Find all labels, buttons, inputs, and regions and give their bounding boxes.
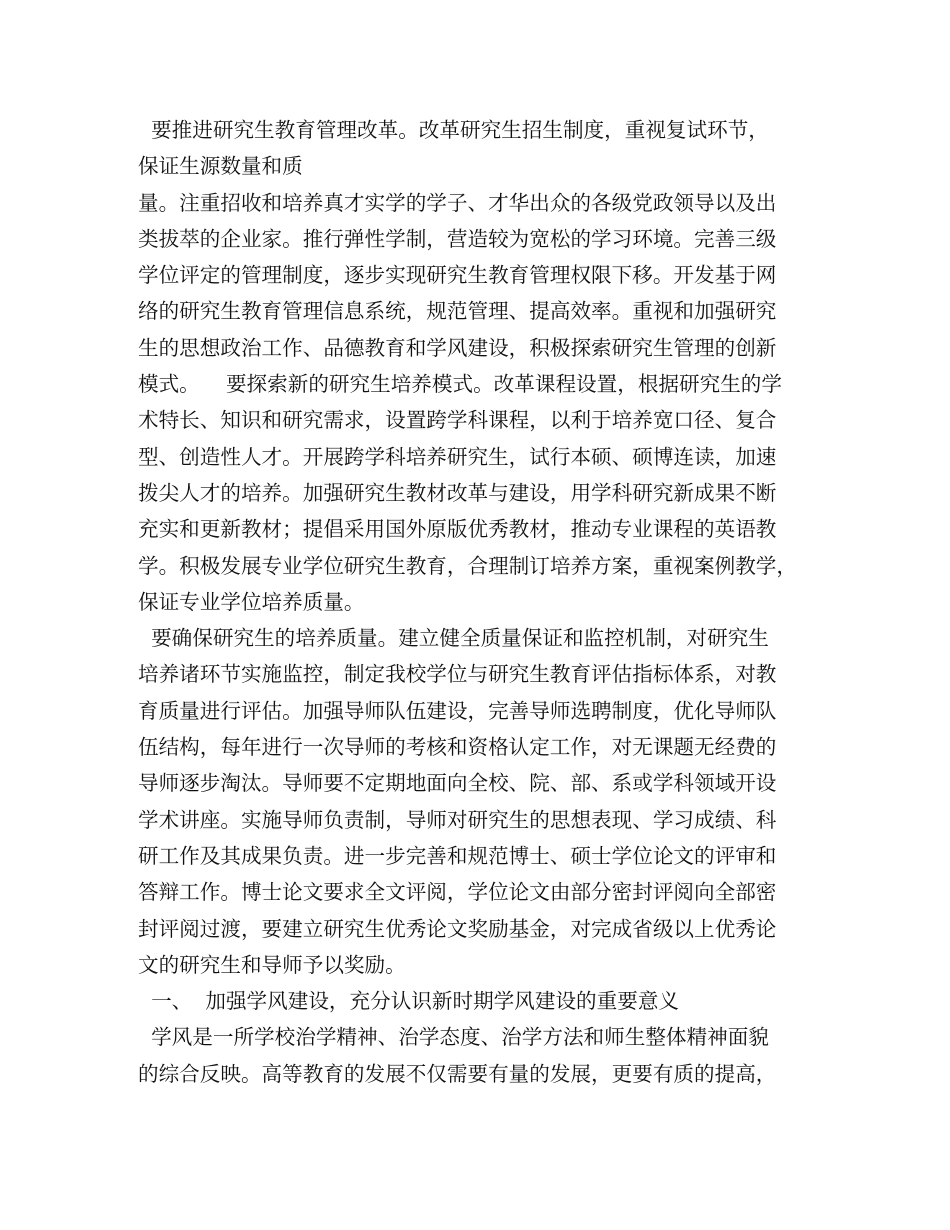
text-line: 术特长、知识和研究需求，设置跨学科课程，以利于培养宽口径、复合: [138, 408, 777, 433]
text-line: 研工作及其成果负责。进一步完善和规范博士、硕士学位论文的评审和: [138, 843, 777, 868]
text-line: 要确保研究生的培养质量。建立健全质量保证和监控机制，对研究生: [138, 626, 769, 651]
text-line: 文的研究生和导师予以奖励。: [138, 952, 406, 977]
text-line: 生的思想政治工作、品德教育和学风建设，积极探索研究生管理的创新: [138, 335, 777, 360]
text-line: 培养诸环节实施监控，制定我校学位与研究生教育评估指标体系，对教: [138, 662, 777, 687]
text-line: 答辩工作。博士论文要求全文评阅，学位论文由部分密封评阅向全部密: [138, 880, 777, 905]
text-line: 学。积极发展专业学位研究生教育，合理制订培养方案，重视案例教学，: [138, 553, 797, 578]
text-line: 要推进研究生教育管理改革。改革研究生招生制度，重视复试环节，: [138, 118, 769, 142]
text-line: 络的研究生教育管理信息系统，规范管理、提高效率。重视和加强研究: [138, 299, 777, 324]
text-line: 学术讲座。实施导师负责制，导师对研究生的思想表现、学习成绩、科: [138, 807, 777, 832]
text-line: 模式。 要探索新的研究生培养模式。改革课程设置，根据研究生的学: [138, 372, 782, 397]
text-line: 的综合反映。高等教育的发展不仅需要有量的发展，更要有质的提高，: [138, 1061, 777, 1086]
text-line: 伍结构，每年进行一次导师的考核和资格认定工作，对无课题无经费的: [138, 735, 777, 760]
text-line: 学风是一所学校治学精神、治学态度、治学方法和师生整体精神面貌: [138, 1025, 769, 1050]
text-line: 保证专业学位培养质量。: [138, 589, 365, 614]
text-line: 学位评定的管理制度，逐步实现研究生教育管理权限下移。开发基于网: [138, 263, 777, 288]
text-line: 封评阅过渡，要建立研究生优秀论文奖励基金，对完成省级以上优秀论: [138, 916, 777, 941]
text-line: 拨尖人才的培养。加强研究生教材改革与建设，用学科研究新成果不断: [138, 480, 777, 505]
text-line: 型、创造性人才。开展跨学科培养研究生，试行本硕、硕博连读，加速: [138, 444, 777, 469]
text-line: 类拔萃的企业家。推行弹性学制，营造较为宽松的学习环境。完善三级: [138, 226, 777, 251]
text-line: 保证生源数量和质: [138, 154, 303, 179]
text-line: 导师逐步淘汰。导师要不定期地面向全校、院、部、系或学科领域开设: [138, 771, 777, 796]
text-line: 充实和更新教材；提倡采用国外原版优秀教材，推动专业课程的英语教: [138, 517, 777, 542]
text-line: 育质量进行评估。加强导师队伍建设，完善导师选聘制度，优化导师队: [138, 698, 777, 723]
text-line: 量。注重招收和培养真才实学的学子、才华出众的各级党政领导以及出: [138, 190, 777, 215]
text-line: 一、 加强学风建设，充分认识新时期学风建设的重要意义: [138, 989, 680, 1014]
body-text: [138, 112, 828, 1092]
